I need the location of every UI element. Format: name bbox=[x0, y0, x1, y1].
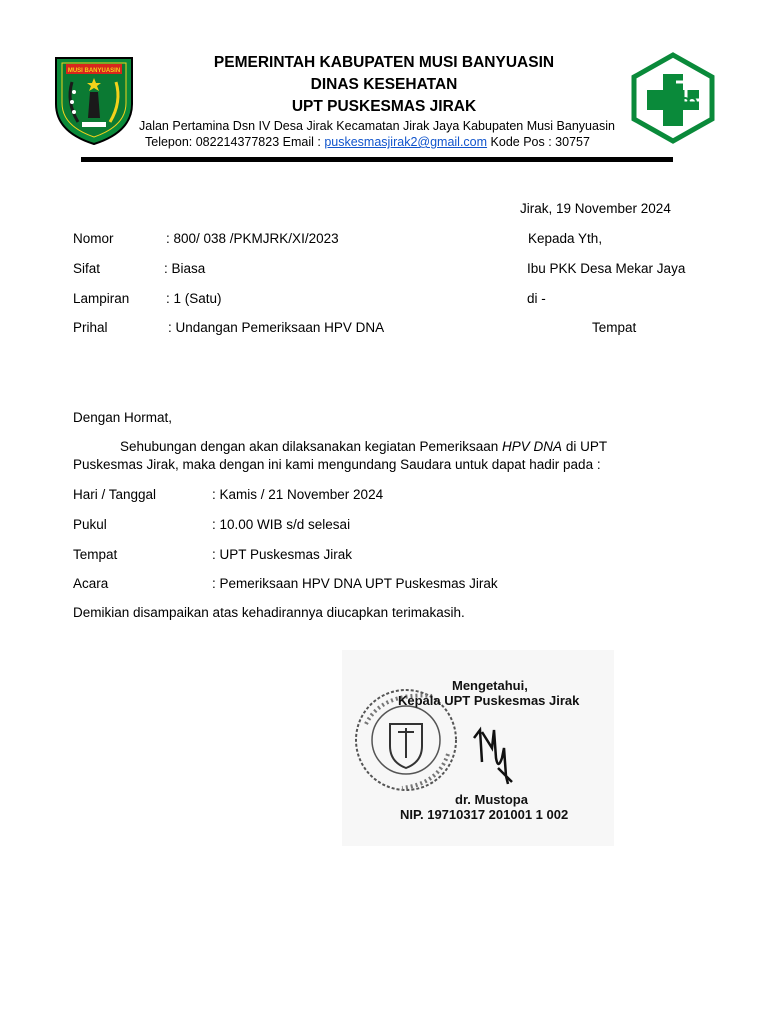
body-paragraph-line2: Puskesmas Jirak, maka dengan ini kami mengundang Saudara untuk dapat hadir pada : bbox=[73, 457, 601, 472]
detail-value-place: : UPT Puskesmas Jirak bbox=[212, 547, 353, 562]
recipient-line2: Ibu PKK Desa Mekar Jaya bbox=[527, 261, 686, 276]
detail-label-event: Acara bbox=[73, 576, 109, 591]
regency-emblem-icon bbox=[52, 52, 136, 146]
signatory-name: dr. Mustopa bbox=[455, 792, 528, 807]
recipient-line1: Kepada Yth, bbox=[528, 231, 603, 246]
letter-date: Jirak, 19 November 2024 bbox=[520, 201, 671, 216]
email-link[interactable]: puskesmasjirak2@gmail.com bbox=[324, 135, 488, 149]
detail-label-date: Hari / Tanggal bbox=[73, 487, 157, 502]
meta-label-prihal: Prihal bbox=[73, 320, 108, 335]
detail-value-event: : Pemeriksaan HPV DNA UPT Puskesmas Jirak bbox=[212, 576, 498, 591]
para-end: di UPT bbox=[562, 439, 608, 454]
meta-value-prihal: : Undangan Pemeriksaan HPV DNA bbox=[168, 320, 385, 335]
meta-value-sifat: : Biasa bbox=[164, 261, 206, 276]
letterhead-line3: UPT PUSKESMAS JIRAK bbox=[291, 98, 477, 115]
letterhead-line2: DINAS KESEHATAN bbox=[310, 76, 458, 93]
puskesmas-cross-logo-icon bbox=[630, 52, 716, 144]
para-italic: HPV DNA bbox=[502, 439, 563, 454]
meta-value-nomor: : 800/ 038 /PKMJRK/XI/2023 bbox=[166, 231, 339, 246]
letterhead-address: Jalan Pertamina Dsn IV Desa Jirak Kecamatan Jirak Jaya Kabupaten Musi Banyuasin bbox=[139, 119, 615, 133]
letterhead-rule bbox=[81, 157, 673, 162]
detail-value-time: : 10.00 WIB s/d selesai bbox=[212, 517, 351, 532]
body-paragraph-line1 bbox=[120, 438, 607, 455]
signature-line2: Kepala UPT Puskesmas Jirak bbox=[398, 693, 580, 708]
meta-label-lampiran: Lampiran bbox=[73, 291, 130, 306]
letterhead-line1: PEMERINTAH KABUPATEN MUSI BANYUASIN bbox=[213, 54, 555, 71]
recipient-line3: di - bbox=[527, 291, 546, 306]
letterhead-contact bbox=[145, 134, 590, 150]
signature-line1: Mengetahui, bbox=[452, 678, 528, 693]
svg-text:MUSI BANYUASIN: MUSI BANYUASIN bbox=[67, 68, 121, 74]
greeting: Dengan Hormat, bbox=[73, 410, 173, 425]
postal-code: Kode Pos : 30757 bbox=[487, 135, 590, 149]
recipient-line4: Tempat bbox=[592, 320, 637, 335]
handwritten-signature-icon bbox=[470, 718, 516, 788]
detail-label-time: Pukul bbox=[73, 517, 107, 532]
meta-value-lampiran: : 1 (Satu) bbox=[166, 291, 222, 306]
phone-label: Telepon: 082214377823 Email : bbox=[145, 135, 325, 149]
signatory-nip: NIP. 19710317 201001 1 002 bbox=[400, 807, 569, 822]
para-start: Sehubungan dengan akan dilaksanakan kegiatan Pemeriksaan bbox=[120, 439, 503, 454]
closing-sentence: Demikian disampaikan atas kehadirannya diucapkan terimakasih. bbox=[73, 605, 465, 620]
meta-label-sifat: Sifat bbox=[73, 261, 101, 276]
detail-label-place: Tempat bbox=[73, 547, 118, 562]
meta-label-nomor: Nomor bbox=[73, 231, 114, 246]
detail-value-date: : Kamis / 21 November 2024 bbox=[212, 487, 384, 502]
